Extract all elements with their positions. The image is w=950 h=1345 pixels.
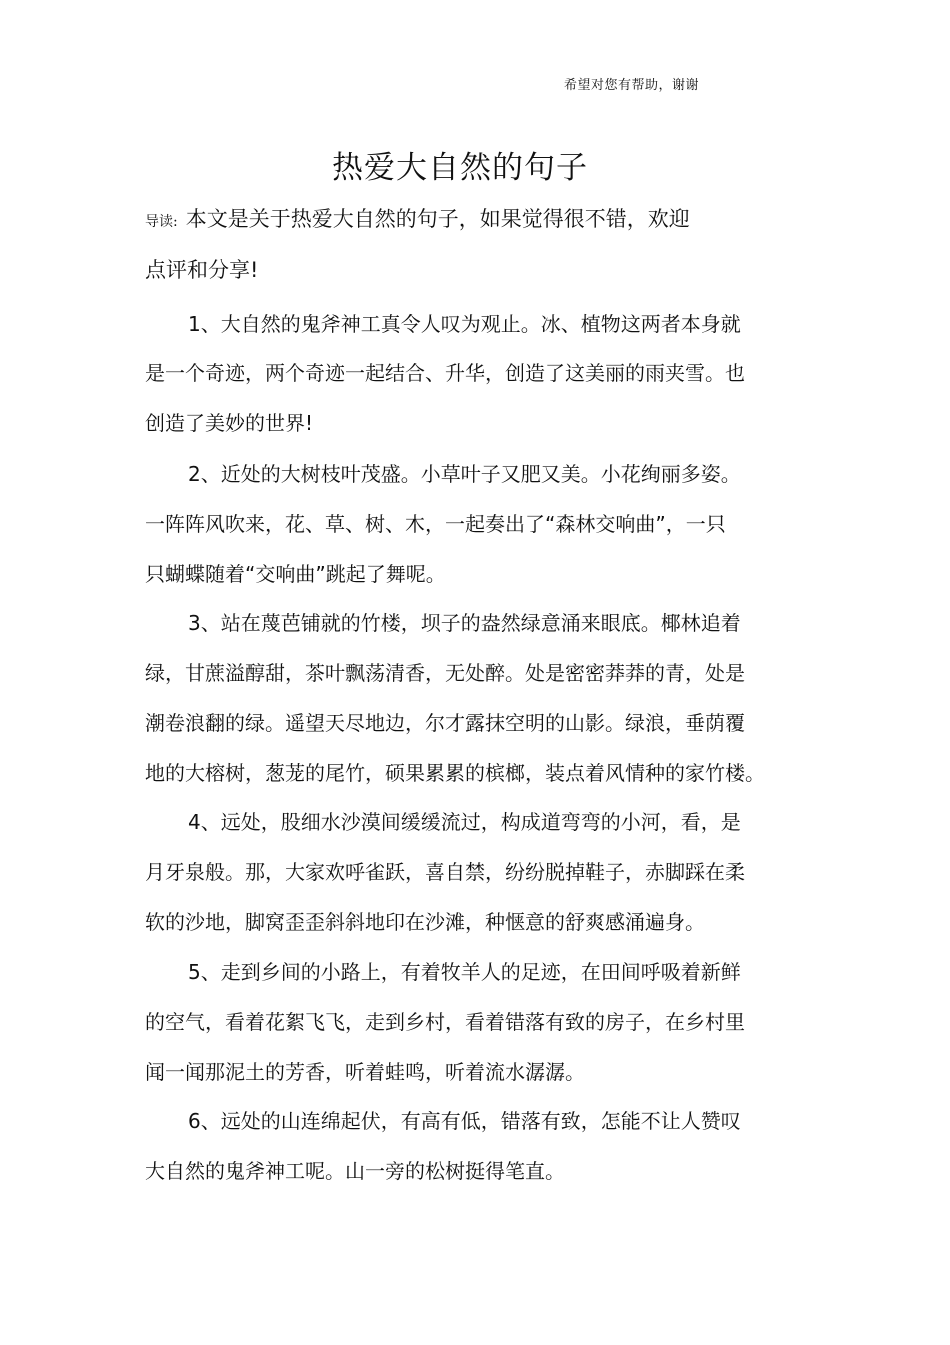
paragraph-line: 大自然的鬼斧神工呢。山一旁的松树挺得笔直。 [145, 1159, 565, 1183]
header-note: 希望对您有帮助，谢谢 [564, 78, 700, 93]
paragraph-line: 月牙泉般。那，大家欢呼雀跃，喜自禁，纷纷脱掉鞋子，赤脚踩在柔 [145, 860, 745, 884]
paragraph-line: 创造了美妙的世界! [145, 411, 314, 435]
paragraph-line: 地的大榕树，葱茏的尾竹，硕果累累的槟榔，装点着风情种的家竹楼。 [145, 761, 765, 785]
paragraph-line: 5、走到乡间的小路上，有着牧羊人的足迹，在田间呼吸着新鲜 [188, 960, 741, 984]
paragraph-line: 2、近处的大树枝叶茂盛。小草叶子又肥又美。小花绚丽多姿。 [188, 462, 741, 486]
paragraph-line: 1、大自然的鬼斧神工真令人叹为观止。冰、植物这两者本身就 [188, 312, 741, 336]
paragraph-line: 绿，甘蔗溢醇甜，茶叶飘荡清香，无处醉。处是密密莽莽的青，处是 [145, 661, 745, 685]
lead-text: 本文是关于热爱大自然的句子，如果觉得很不错，欢迎 [185, 207, 690, 231]
lead-line-1 [145, 203, 785, 233]
paragraph-line: 是一个奇迹，两个奇迹一起结合、升华，创造了这美丽的雨夹雪。也 [145, 361, 745, 385]
page-title: 热爱大自然的句子 [332, 150, 588, 186]
lead-label: 导读: [145, 214, 178, 230]
paragraph-line: 软的沙地，脚窝歪歪斜斜地印在沙滩，种惬意的舒爽感涌遍身。 [145, 910, 705, 934]
lead-line-2: 点评和分享! [145, 258, 259, 282]
paragraph-line: 闻一闻那泥土的芳香，听着蛙鸣，听着流水潺潺。 [145, 1060, 585, 1084]
paragraph-line: 4、远处，股细水沙漠间缓缓流过，构成道弯弯的小河，看，是 [188, 810, 741, 834]
paragraph-line: 一阵阵风吹来，花、草、树、木，一起奏出了“森林交响曲”，一只 [145, 512, 726, 536]
paragraph-line: 的空气，看着花絮飞飞，走到乡村，看着错落有致的房子，在乡村里 [145, 1010, 745, 1034]
paragraph-line: 3、站在蔑芭铺就的竹楼，坝子的盎然绿意涌来眼底。椰林追着 [188, 611, 741, 635]
paragraph-line: 潮卷浪翻的绿。遥望天尽地边，尔才露抹空明的山影。绿浪，垂荫覆 [145, 711, 745, 735]
paragraph-line: 只蝴蝶随着“交响曲”跳起了舞呢。 [145, 562, 446, 586]
paragraph-line: 6、远处的山连绵起伏，有高有低，错落有致，怎能不让人赞叹 [188, 1109, 741, 1133]
